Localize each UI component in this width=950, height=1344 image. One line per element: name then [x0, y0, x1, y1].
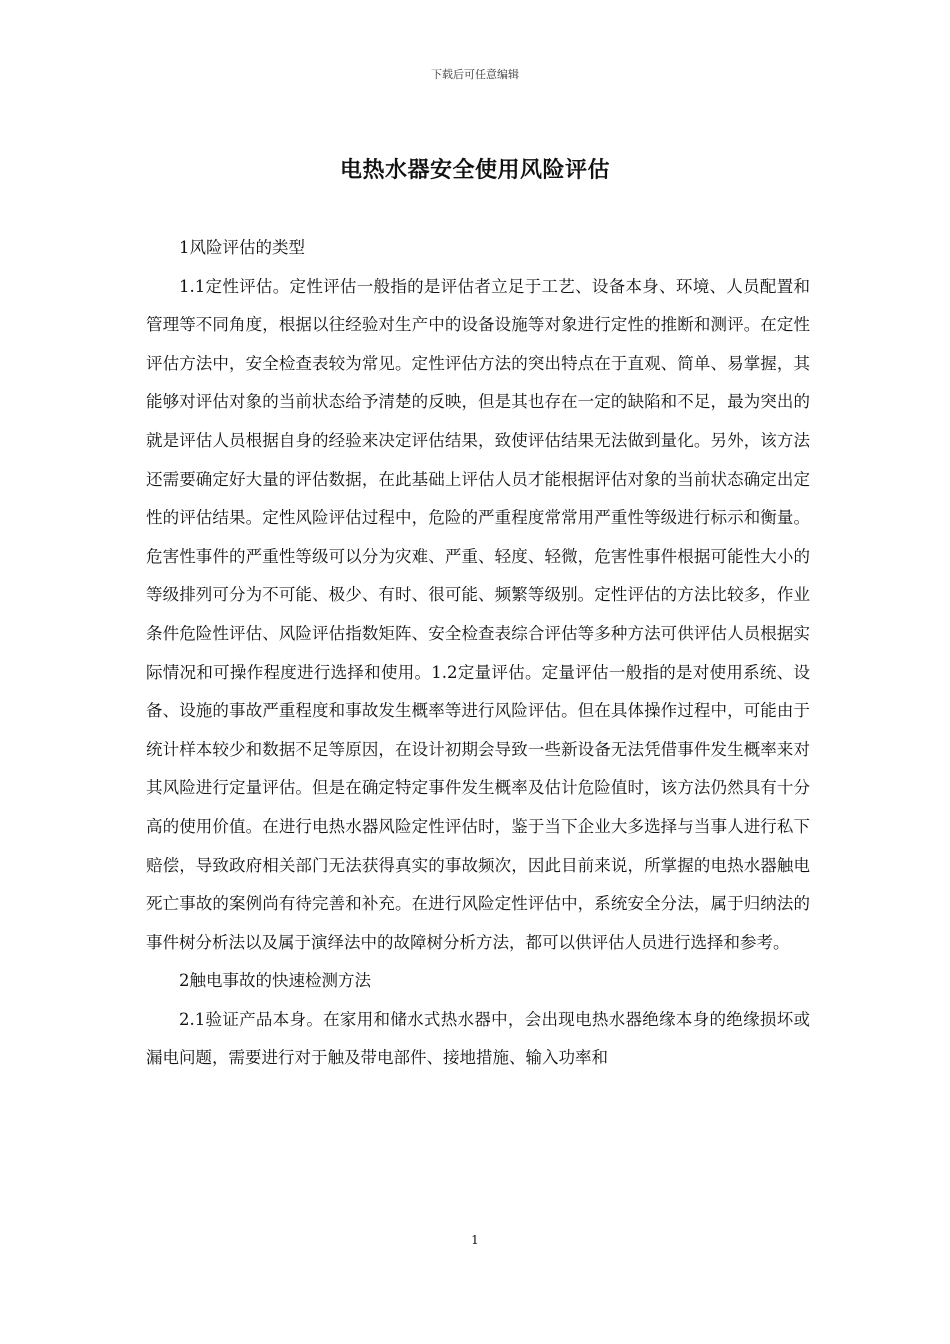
- paragraph-1: 1.1定性评估。定性评估一般指的是评估者立足于工艺、设备本身、环境、人员配置和管理等不同角度，根据以往经验对生产中的设备设施等对象进行定性的推断和测评。在定性评估方法中，安全检查表较为常见。定性评估方法的突出特点在于直观、简单、易掌握，其能够对评估对象的当前状态给予清楚的反映，但是其也存在一定的缺陷和不足，最为突出的就是评估人员根据自身的经验来决定评估结果，致使评估结果无法做到量化。另外，该方法还需要确定好大量的评估数据，在此基础上评估人员才能根据评估对象的当前状态确定出定性的评估结果。定性风险评估过程中，危险的严重程度常常用严重性等级进行标示和衡量。危害性事件的严重性等级可以分为灾难、严重、轻度、轻微，危害性事件根据可能性大小的等级排列可分为不可能、极少、有时、很可能、频繁等级别。定性评估的方法比较多，作业条件危险性评估、风险评估指数矩阵、安全检查表综合评估等多种方法可供评估人员根据实际情况和可操作程度进行选择和使用。1.2定量评估。定量评估一般指的是对使用系统、设备、设施的事故严重程度和事故发生概率等进行风险评估。但在具体操作过程中，可能由于统计样本较少和数据不足等原因，在设计初期会导致一些新设备无法凭借事件发生概率来对其风险进行定量评估。但是在确定特定事件发生概率及估计危险值时，该方法仍然具有十分高的使用价值。在进行电热水器风险定性评估时，鉴于当下企业大多选择与当事人进行私下赔偿，导致政府相关部门无法获得真实的事故频次，因此目前来说，所掌握的电热水器触电死亡事故的案例尚有待完善和补充。在进行风险定性评估中，系统安全分法，属于归纳法的事件树分析法以及属于演绎法中的故障树分析方法，都可以供评估人员进行选择和参考。: [146, 276, 810, 952]
- section-heading-2: 2触电事故的快速检测方法: [179, 971, 371, 991]
- paragraph-2: 2.1验证产品本身。在家用和储水式热水器中，会出现电热水器绝缘本身的绝缘损坏或漏电问题，需要进行对于触及带电部件、接地措施、输入功率和: [146, 1009, 810, 1068]
- document-body: [146, 229, 810, 1078]
- section-heading-1: 1风险评估的类型: [179, 238, 305, 257]
- document-title: 电热水器安全使用风险评估: [339, 158, 610, 183]
- page-number: 1: [471, 1233, 479, 1247]
- header-note: 下载后可任意编辑: [431, 68, 519, 81]
